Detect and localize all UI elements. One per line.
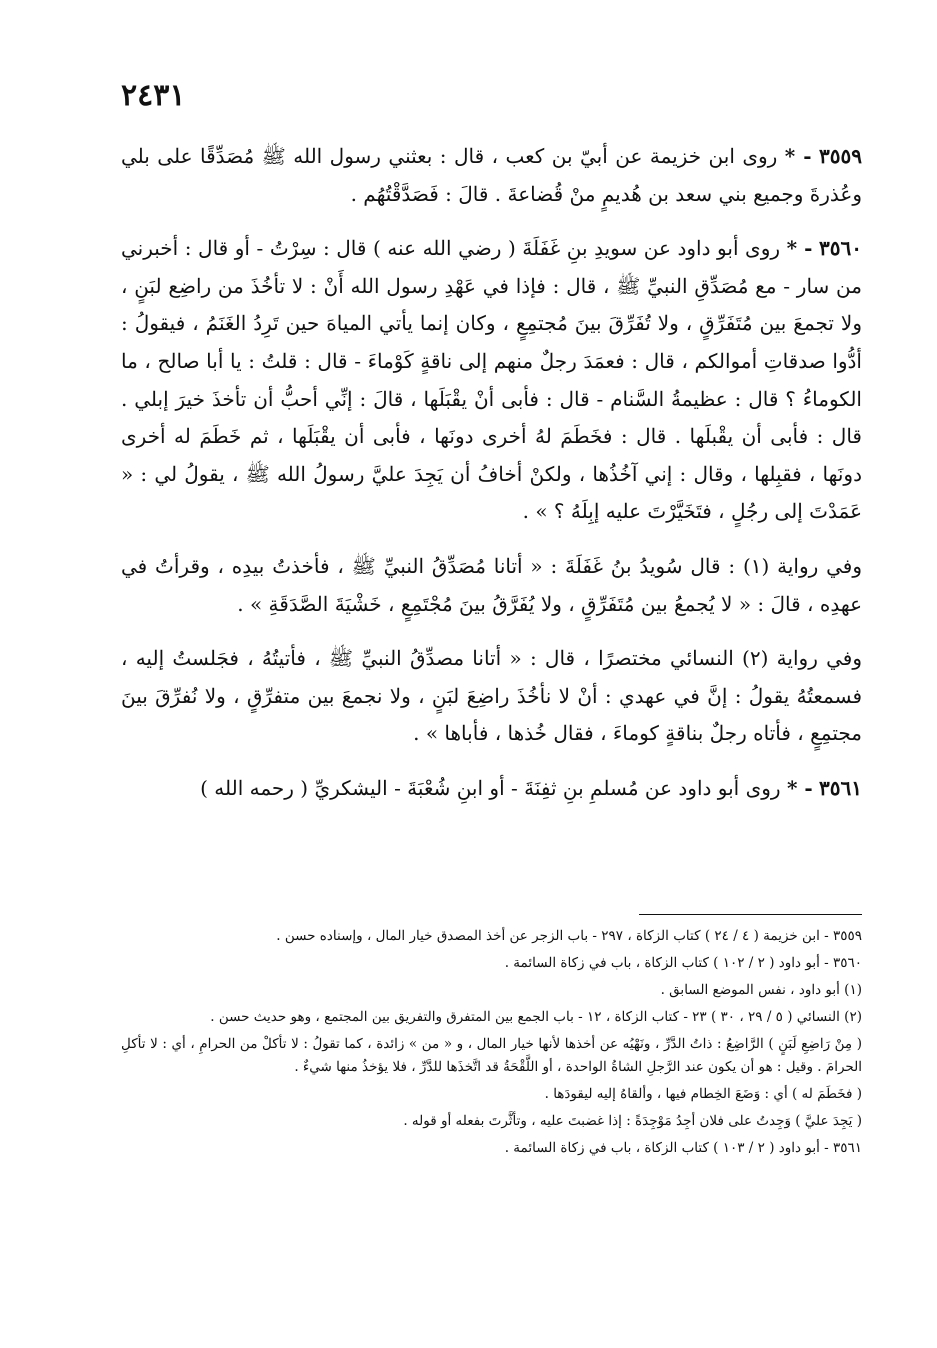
footnote: (٢) النسائي ( ٥ / ٢٩ ، ٣٠ ) ٢٣ - كتاب الزكاة ، ١٢ - باب الجمع بين المتفرق والتفريق بين المجتمع ، وهو حديث حسن .	[210, 1009, 862, 1025]
narration-text: وفي رواية (١) : قال سُويدُ بنُ غَفَلَةَ : « أتانا مُصَدِّقُ النبيِّ ﷺ ، فأخذتُ بيدِه ، وقرأتُ في عهدِه ، قالَ : « لا يُجمعُ بين مُتَفَرِّقٍ ، ولا يُفَرَّقُ بينَ مُجْتَمِعٍ ، خَشْيَةَ الصَّدَقَةِ » .	[121, 553, 862, 616]
hadith-marker: - *	[784, 144, 812, 168]
footnote: ( يَجِدَ عليَّ ) وَجِدتُ على فلان أجِدُ مَوْجِدَةً : إذا غضبتَ عليه ، وتأثَّرتَ بفعله أو قوله .	[403, 1113, 862, 1129]
hadith-number: ٣٥٦١	[819, 775, 862, 800]
hadith-text: روى أبو داود عن مُسلمِ بنِ ثفِنَةَ - أو ابنِ شُعْبَةَ - اليشكريِّ ( رحمه الله )	[200, 775, 781, 800]
footnote: ( فخَطَمَ له ) أي : وَضَعَ الخِطام فيها ، وألقاهُ إليه ليقودَها .	[544, 1086, 862, 1102]
footnote: ٣٥٦٠ - أبو داود ( ٢ / ١٠٢ ) كتاب الزكاة ، باب في زكاة السائمة .	[504, 955, 862, 971]
footnote: ٣٥٦١ - أبو داود ( ٢ / ١٠٣ ) كتاب الزكاة ، باب في زكاة السائمة .	[504, 1140, 862, 1156]
footnote: ( مِنْ رَاضِعِ لَبَنٍ ) الرَّاضِعُ : ذاتُ الدَّرِّ ، ونَهْيُه عن أخذها لأنها خيار المال ، و « من » زائدة ، كما تقولُ : لا تأكلْ من الحرامِ ، أي : لا تأكلِ الحرامَ . وقيل : هو أن يكون عند الرَّجلِ الشاةُ الواحدة ، أو اللَّقْحَةُ قد اتَّخذَها للدَّرِّ ، فلا يؤخذُ منها شيءٌ .	[121, 1036, 862, 1075]
hadith-text: روى أبو داود عن سويدِ بنِ غَفَلَةَ ( رضي الله عنه ) قال : سِرْتُ - أو قال : أخبرني من سار - مع مُصَدِّقِ النبيِّ ﷺ ، قال : فإذا في عَهْدِ رسول الله أَنْ : لا تأخُذَ من راضِع لبَنٍ ، ولا تجمعَ بين مُتَفَرِّقٍ ، ولا تُفَرِّقَ بينَ مُجتمِعٍ ، وكان إنما يأتي المياهَ حين تَرِدُ الغَنَمُ ، فيقولُ : أدُّوا صدقاتِ أموالكم ، قال : فعمَدَ رجلٌ منهم إلى ناقةٍ كَوْماءَ - قال : قلتُ : يا أبا صالح ، ما الكوماءُ ؟ قال : عظيمةُ السَّنام - قال : فأبى أنْ يقْبَلَها ، قالَ : إنِّي أحبُّ أن تأخذَ خيرَ إبلي . قال : فأبى أن يقْبلَها . قال : فخَطَمَ لهُ أخرى دونَها ، فأبى أن يقْبَلَها ، ثم خَطَمَ له أخرى دونَها ، فقبِلها ، وقال : إني آخُذُها ، ولكنْ أخافُ أن يَجِدَ عليَّ رسولُ الله ﷺ ، يقولُ لي : « عَمَدْتَ إلى رجُلٍ ، فتَخَيَّرْتَ عليه إبِلَهُ ؟ » .	[121, 236, 863, 524]
footnote: ٣٥٥٩ - ابن خزيمة ( ٤ / ٢٤ ) كتاب الزكاة ، ٢٩٧ - باب الزجر عن أخذ المصدق خيار المال ، وإسناده حسن .	[276, 928, 862, 944]
hadith-text: روى ابن خزيمة عن أبيّ بن كعب ، قال : بعثني رسول الله ﷺ مُصَدِّقًا على بلي وعُذرةَ وجميع بني سعد بن هُديمٍ منْ قُضاعةَ . قالَ : فَصَدَّقْتُهُم .	[121, 144, 862, 206]
hadith-number: ٣٥٦٠	[819, 236, 862, 261]
hadith-marker: - *	[786, 775, 813, 800]
hadith-paragraph	[121, 230, 862, 531]
page-number: ٢٤٣١	[121, 78, 186, 113]
narration-paragraph	[121, 548, 862, 623]
footnotes	[121, 925, 862, 1164]
hadith-number: ٣٥٥٩	[819, 144, 862, 168]
hadith-paragraph	[121, 770, 862, 808]
footnote: (١) أبو داود ، نفس الموضع السابق .	[660, 982, 862, 998]
hadith-paragraph	[121, 138, 862, 213]
main-text	[121, 138, 862, 808]
narration-paragraph	[121, 640, 862, 753]
narration-text: وفي رواية (٢) النسائي مختصرًا ، قال : « أتانا مصدِّقُ النبيِّ ﷺ ، فأتيتُهُ ، فجَلستُ إليه ، فسمعتُهُ يقولُ : إنَّ في عهدي : أنْ لا نأخُذَ راضِعَ لبَنٍ ، ولا نجمعَ بين متفرِّقٍ ، ولا نُفرِّقَ بينَ مجتمِعٍ ، فأتاه رجلٌ بناقةٍ كوماءَ ، فقال خُذها ، فأباها » .	[121, 646, 862, 746]
footnote-separator	[639, 914, 862, 915]
hadith-marker: - *	[786, 236, 813, 261]
